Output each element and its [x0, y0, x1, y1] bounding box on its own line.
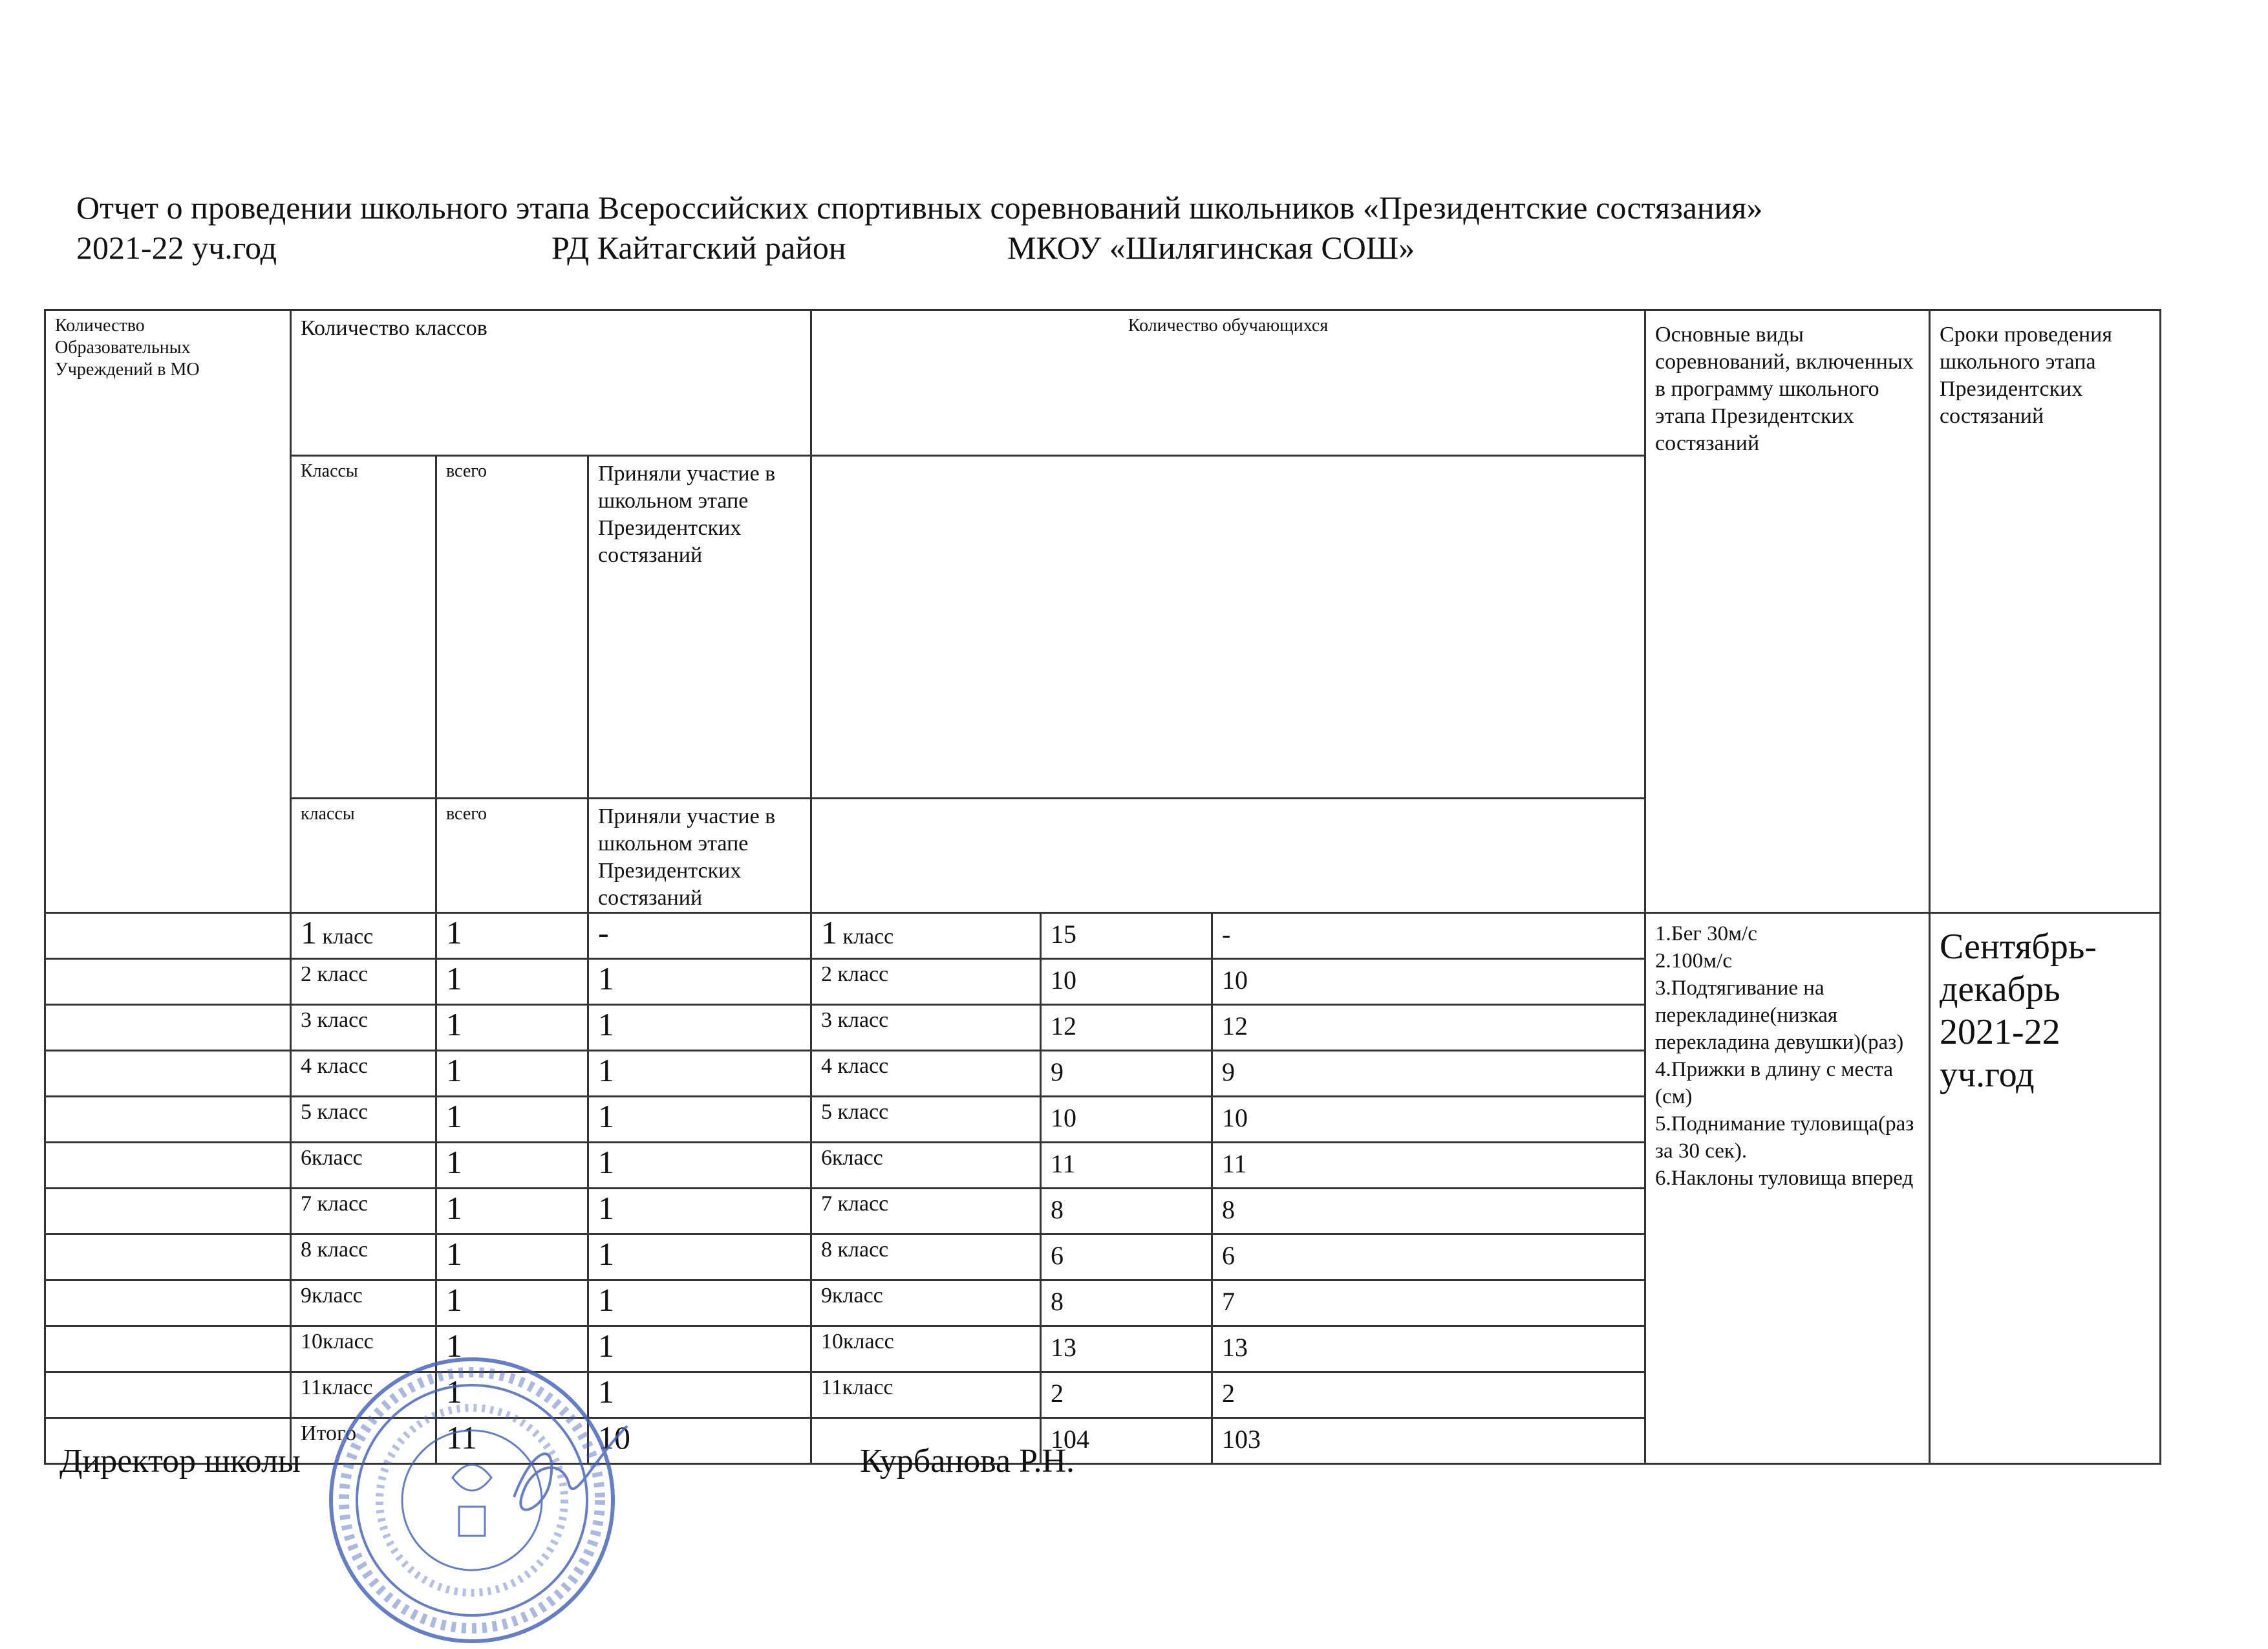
title-line-2: [76, 228, 2210, 268]
class-cell: 2 класс: [291, 959, 436, 1005]
participated2-cell: 9: [1212, 1051, 1645, 1097]
participated2-cell: 12: [1212, 1005, 1645, 1051]
header-sub-participated-2: Приняли участие в школьном этапе Президентских состязаний: [588, 799, 811, 913]
institutions-cell: [45, 1280, 291, 1326]
report-table: [44, 309, 2161, 1465]
dates-value: Сентябрь-декабрь 2021-22 уч.год: [1930, 913, 2161, 1464]
participated2-cell: 13: [1212, 1326, 1645, 1372]
header-classes-count: Количество классов: [291, 310, 811, 456]
class-cell: 3 класс: [291, 1005, 436, 1051]
institutions-cell: [45, 1234, 291, 1280]
class-cell: 4 класс: [291, 1051, 436, 1097]
header-competitions: Основные виды соревнований, включенных в программу школьного этапа Президентских состязаний: [1645, 310, 1930, 913]
participated2-cell: 103: [1212, 1418, 1645, 1464]
total-cell: 1: [436, 1234, 588, 1280]
class-cell: 5 класс: [291, 1097, 436, 1143]
participated2-cell: 8: [1212, 1189, 1645, 1234]
total-label-cell: Итого: [291, 1418, 436, 1464]
institutions-cell: [45, 1372, 291, 1418]
total2-cell: 9: [1041, 1051, 1212, 1097]
participated2-cell: 2: [1212, 1372, 1645, 1418]
class2-cell: 6класс: [811, 1143, 1041, 1189]
class-cell: 10класс: [291, 1326, 436, 1372]
header-students-count: Количество обучающихся: [811, 310, 1645, 456]
header-dates: Сроки проведения школьного этапа Президентских состязаний: [1930, 310, 2161, 913]
class-cell: 8 класс: [291, 1234, 436, 1280]
class2-cell: [811, 913, 1041, 959]
footer-name: Курбанова Р.Н.: [860, 1443, 1075, 1480]
title-region: РД Кайтагский район: [551, 230, 846, 266]
participated2-cell: 10: [1212, 959, 1645, 1005]
participated2-cell: -: [1212, 913, 1645, 959]
total-cell: 1: [436, 1097, 588, 1143]
class2-cell: 3 класс: [811, 1005, 1041, 1051]
institutions-cell: [45, 1051, 291, 1097]
stamp-inner-text-ring: [380, 1408, 564, 1593]
class-cell: 6класс: [291, 1143, 436, 1189]
total2-cell: 8: [1041, 1189, 1212, 1234]
institutions-cell: [45, 1005, 291, 1051]
participated-cell: 10: [588, 1418, 811, 1464]
total2-cell: 8: [1041, 1280, 1212, 1326]
institutions-cell: [45, 1097, 291, 1143]
total2-cell: 15: [1041, 913, 1212, 959]
total2-cell: 11: [1041, 1143, 1212, 1189]
class-cell: [291, 913, 436, 959]
participated-cell: 1: [588, 1143, 811, 1189]
participated-cell: 1: [588, 1005, 811, 1051]
class2-cell: 9класс: [811, 1280, 1041, 1326]
participated-cell: -: [588, 913, 811, 959]
school-stamp: [320, 1355, 669, 1646]
participated2-cell: 7: [1212, 1280, 1645, 1326]
class2-cell: 5 класс: [811, 1097, 1041, 1143]
report-title: [76, 188, 2210, 268]
competitions-list: 1.Бег 30м/с 2.100м/с 3.Подтягивание на перекладине(низкая перекладина девушки)(раз) 4.Прижки в длину с места (см) 5.Поднимание туловища(раз за 30 сек). 6.Наклоны туловища вперед: [1645, 913, 1930, 1464]
participated-cell: 1: [588, 1189, 811, 1234]
class2-number: 1: [821, 914, 837, 951]
title-line-1: Отчет о проведении школьного этапа Всероссийских спортивных соревнований школьников «Президентские состязания»: [76, 189, 1763, 226]
participated2-cell: 6: [1212, 1234, 1645, 1280]
total2-cell: 104: [1041, 1418, 1212, 1464]
participated-cell: 1: [588, 1097, 811, 1143]
total-cell: 1: [436, 1372, 588, 1418]
participated-cell: 1: [588, 1280, 811, 1326]
total-cell: 11: [436, 1418, 588, 1464]
total-cell: 1: [436, 1005, 588, 1051]
header-sub-total: всего: [436, 456, 588, 799]
participated2-cell: 10: [1212, 1097, 1645, 1143]
participated-cell: 1: [588, 1051, 811, 1097]
institutions-cell: [45, 1189, 291, 1234]
total2-cell: 10: [1041, 959, 1212, 1005]
class2-cell: 7 класс: [811, 1189, 1041, 1234]
class2-label: класс: [837, 925, 894, 949]
class-cell: 7 класс: [291, 1189, 436, 1234]
participated2-cell: 11: [1212, 1143, 1645, 1189]
institutions-cell: [45, 913, 291, 959]
class2-cell: 4 класс: [811, 1051, 1041, 1097]
participated-cell: 1: [588, 1234, 811, 1280]
participated-cell: 1: [588, 1326, 811, 1372]
total-cell: 1: [436, 1189, 588, 1234]
total2-cell: 2: [1041, 1372, 1212, 1418]
class-cell: 9класс: [291, 1280, 436, 1326]
class-label: класс: [317, 925, 374, 949]
institutions-cell: [45, 959, 291, 1005]
class2-cell: 11класс: [811, 1372, 1041, 1418]
total-cell: 1: [436, 959, 588, 1005]
class-cell: 11класс: [291, 1372, 436, 1418]
stamp-outer-ring: [331, 1359, 613, 1641]
total-cell: 1: [436, 913, 588, 959]
header-sub-classes-2: классы: [291, 799, 436, 913]
header-sub-participated: Приняли участие в школьном этапе Президентских состязаний: [588, 456, 811, 799]
class2-cell: 10класс: [811, 1326, 1041, 1372]
stamp-emblem-icon: [453, 1465, 491, 1536]
total-cell: 1: [436, 1280, 588, 1326]
footer-role: Директор школы: [59, 1443, 301, 1480]
total2-cell: 10: [1041, 1097, 1212, 1143]
header-sub-classes: Классы: [291, 456, 436, 799]
total-cell: 1: [436, 1143, 588, 1189]
header-sub-total-2: всего: [436, 799, 588, 913]
class-number: 1: [301, 914, 317, 951]
total-cell: 1: [436, 1326, 588, 1372]
participated-cell: 1: [588, 959, 811, 1005]
class2-cell: 2 класс: [811, 959, 1041, 1005]
header-institutions: Количество Образовательных Учреждений в МО: [45, 310, 291, 913]
title-school: МКОУ «Шилягинская СОШ»: [1007, 230, 1415, 266]
title-year: 2021-22 уч.год: [76, 230, 277, 266]
total2-cell: 13: [1041, 1326, 1212, 1372]
stamp-inner-ring: [357, 1385, 587, 1615]
institutions-cell: [45, 1326, 291, 1372]
total-cell: 1: [436, 1051, 588, 1097]
class2-cell: 8 класс: [811, 1234, 1041, 1280]
table-row: [45, 913, 2161, 959]
institutions-cell: [45, 1143, 291, 1189]
header-blank: [811, 456, 1645, 799]
participated-cell: 1: [588, 1372, 811, 1418]
total2-cell: 6: [1041, 1234, 1212, 1280]
total2-cell: 12: [1041, 1005, 1212, 1051]
